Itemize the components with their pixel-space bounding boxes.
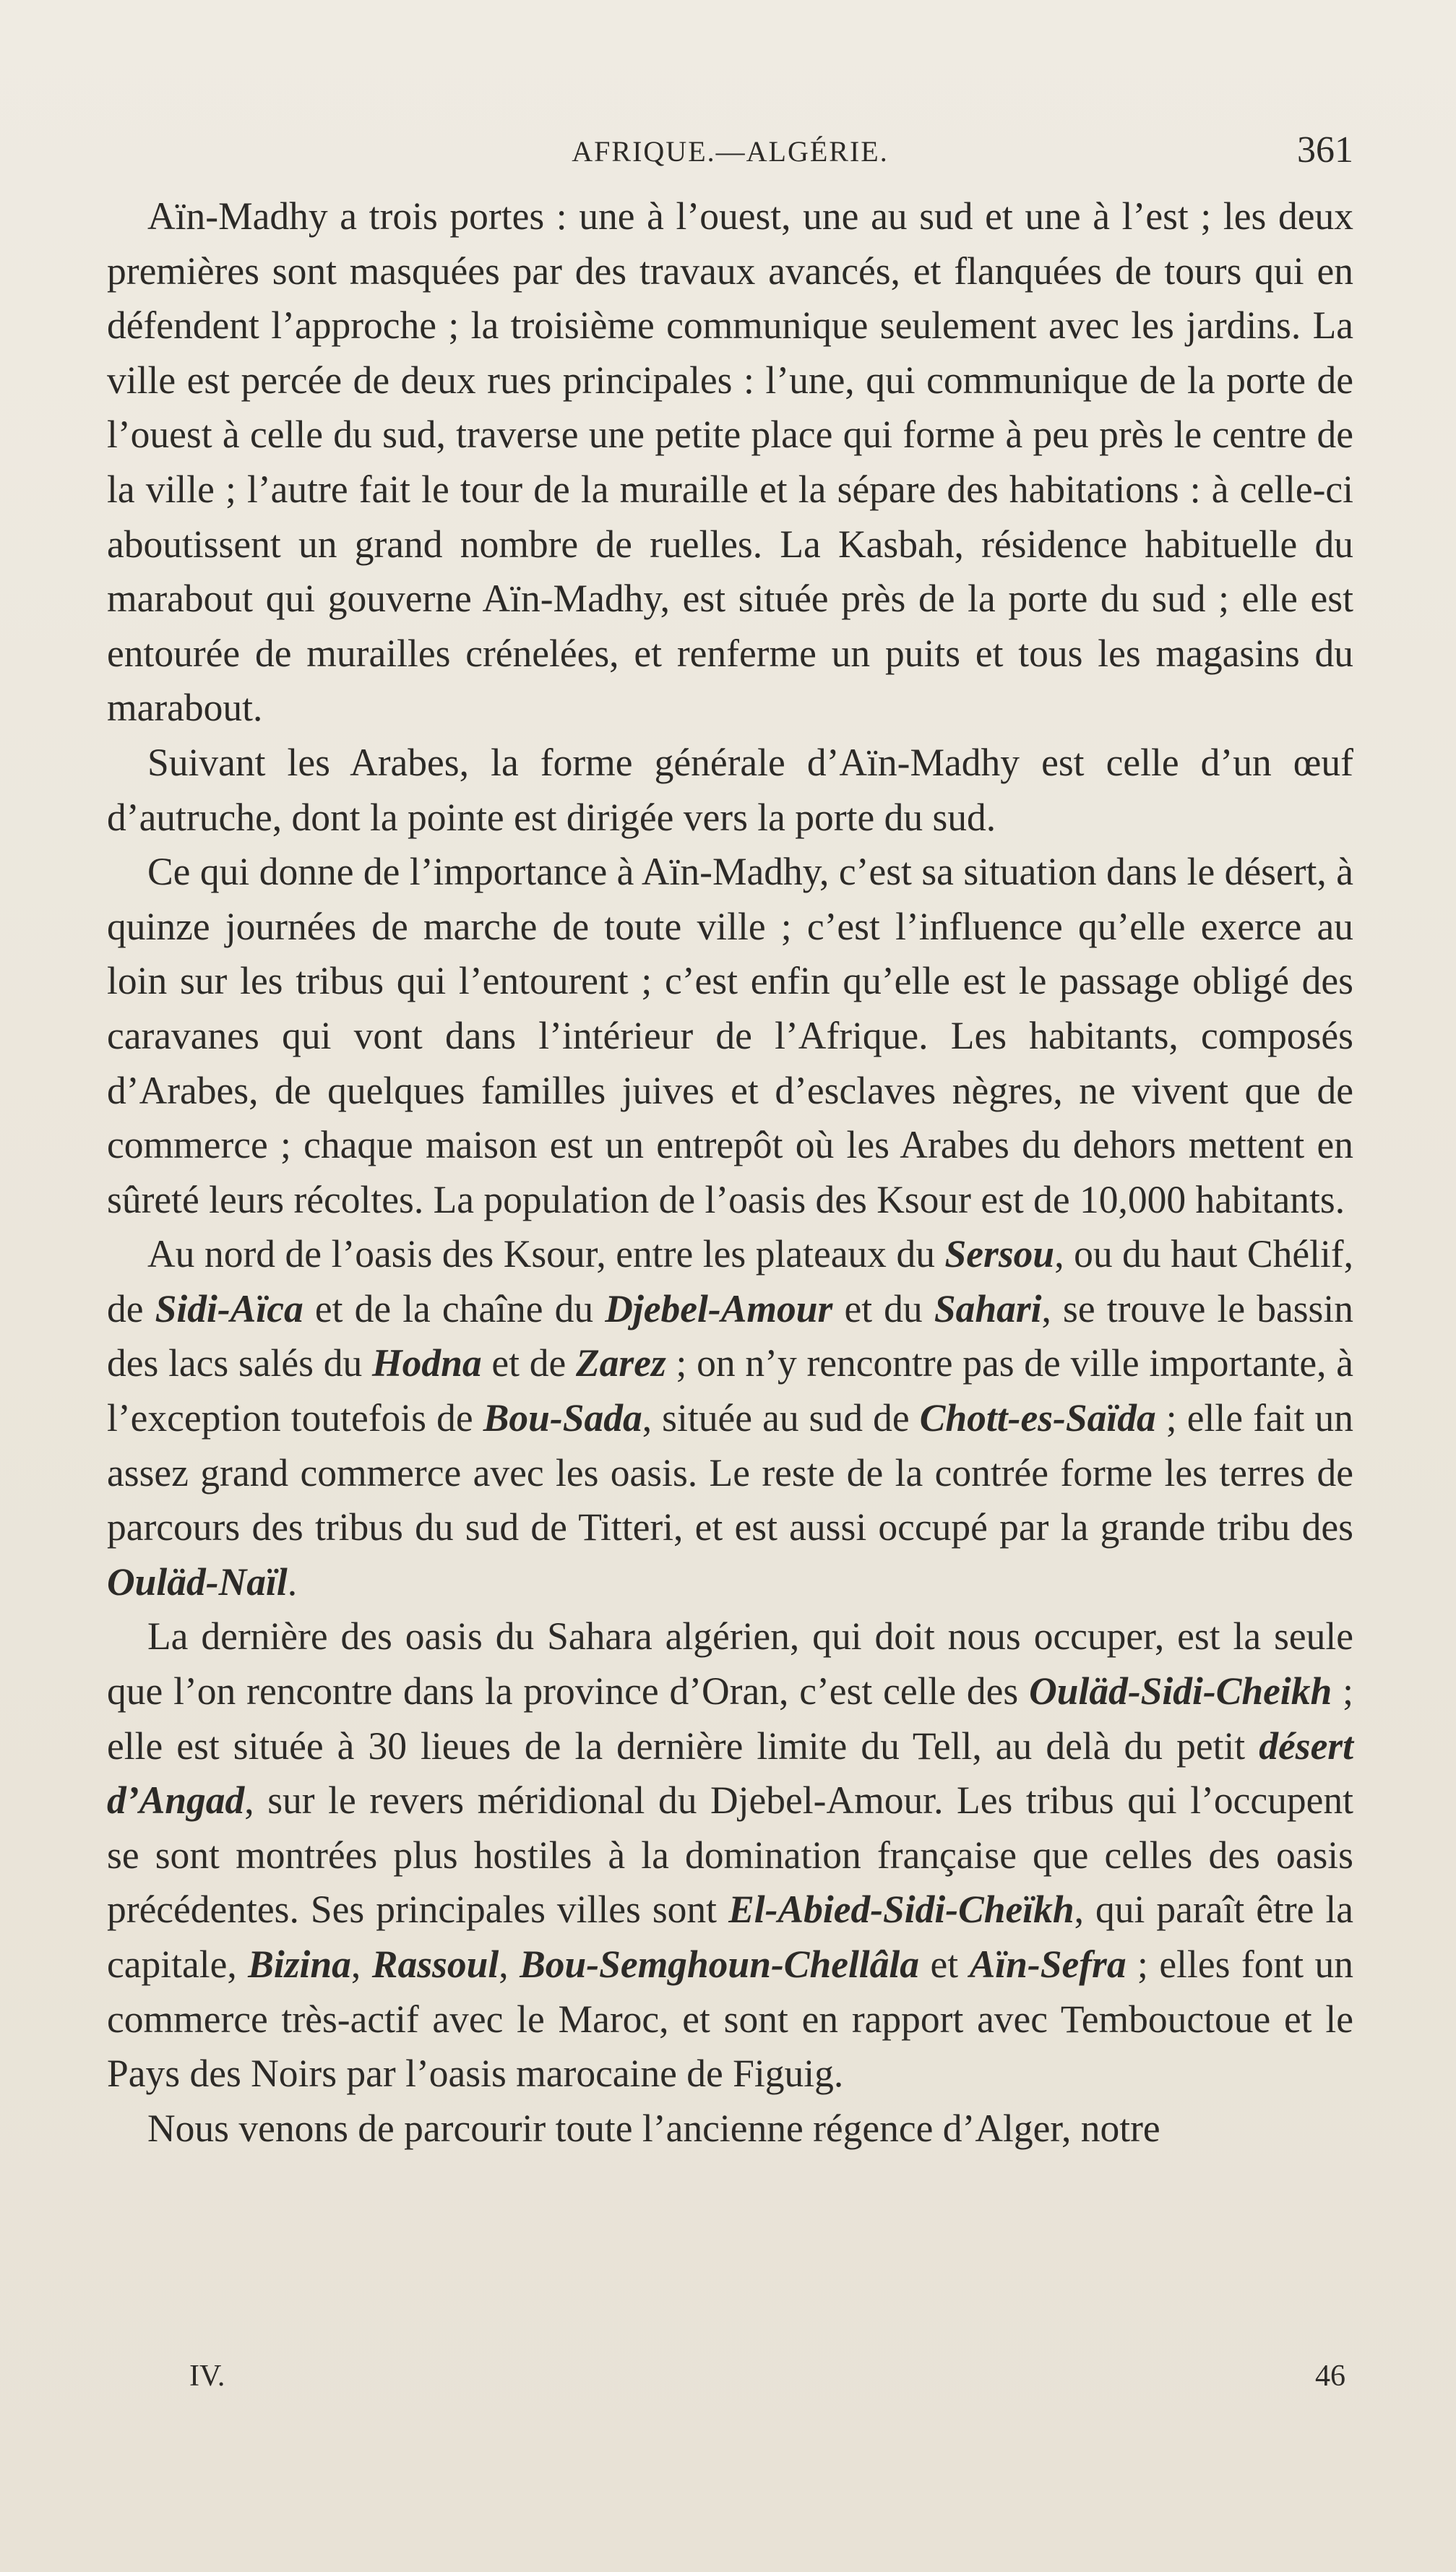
paragraph (107, 1609, 1353, 2101)
italic-term: Rassoul (371, 1943, 499, 1986)
italic-term: désert d’Angad (107, 1724, 1353, 1823)
italic-term: Aïn-Sefra (969, 1943, 1127, 1986)
italic-term: Sidi-Aïca (155, 1286, 303, 1330)
paragraph (107, 845, 1353, 1227)
text-run: , (499, 1943, 520, 1986)
italic-term: Djebel-Amour (605, 1286, 833, 1330)
text-run: , située au sud de (642, 1396, 920, 1440)
italic-term: Sersou (944, 1232, 1055, 1276)
text-run: La dernière des oasis du Sahara algérien, qui doit nous occuper, est la seule que l’on rencontre dans la province d’Oran, c’est celle des (107, 1614, 1353, 1713)
italic-term: Zarez (575, 1341, 666, 1385)
text-run: Nous venons de parcourir toute l’ancienne régence d’Alger, notre (147, 2106, 1160, 2150)
text-run: , se trouve le bassin des lacs salés du (107, 1286, 1353, 1385)
paragraph (107, 2102, 1353, 2156)
text-run: et de la chaîne du (303, 1286, 606, 1330)
italic-term: Bou-Semghoun-Chellâla (520, 1943, 920, 1986)
paragraph (107, 189, 1353, 736)
text-run: et du (832, 1286, 934, 1330)
text-run: ; elles font un commerce très-actif avec le Maroc, et sont en rapport avec Tembouctoue et le Pays des Noirs par l’oasis marocaine de Figuig. (107, 1943, 1354, 2096)
paragraph (107, 1227, 1353, 1609)
page-number: 361 (1297, 129, 1353, 171)
running-head: AFRIQUE.—ALGÉRIE. (572, 135, 889, 168)
text-run: , sur le revers méridional du Djebel-Amour. Les tribus qui l’occupent se sont montrées plus hostiles à la domination française que celles des oasis précédentes. Ses principales villes sont (107, 1779, 1353, 1932)
italic-term: Ouläd-Naïl (107, 1560, 288, 1604)
body-text (107, 189, 1353, 2156)
italic-term: Hodna (371, 1341, 482, 1385)
italic-term: Bizina (248, 1943, 351, 1986)
text-run: ; on n’y rencontre pas de ville importante, à l’exception toutefois de (107, 1341, 1353, 1440)
text-run: ; elle est située à 30 lieues de la dernière limite du Tell, au delà du petit (107, 1669, 1353, 1768)
sheet-number: 46 (1315, 2360, 1345, 2393)
paragraph (107, 736, 1353, 845)
signature-mark: IV. (189, 2360, 225, 2393)
text-run: ; elle fait un assez grand commerce avec les oasis. Le reste de la contrée forme les terres de parcours des tribus du sud de Titteri, et est aussi occupé par la grande tribu des (107, 1396, 1353, 1549)
text-run: Ce qui donne de l’importance à Aïn-Madhy, c’est sa situation dans le désert, à quinze journées de marche de toute ville ; c’est l’influence qu’elle exerce au loin sur les tribus qui l’entourent ; c’est enfin qu’elle est le passage obligé des caravanes qui vont dans l’intérieur de l’Afrique. Les habitants, composés d’Arabes, de quelques familles juives et d’esclaves nègres, ne vivent que de commerce ; chaque maison est un entrepôt où les Arabes du dehors mettent en sûreté leurs récoltes. La population de l’oasis des Ksour est de 10,000 habitants. (107, 850, 1353, 1221)
text-run: , (350, 1943, 372, 1986)
text-run: et de (481, 1341, 576, 1385)
italic-term: Sahari (934, 1286, 1042, 1330)
text-run: Suivant les Arabes, la forme générale d’Aïn-Madhy est celle d’un œuf d’autruche, dont la pointe est dirigée vers la porte du sud. (107, 740, 1353, 839)
text-run: , qui paraît être la capitale, (107, 1888, 1354, 1986)
text-run: Au nord de l’oasis des Ksour, entre les plateaux du (147, 1232, 945, 1276)
text-run: , ou du haut Chélif, de (107, 1232, 1353, 1330)
italic-term: El-Abied-Sidi-Cheïkh (728, 1888, 1074, 1932)
text-run: . (287, 1560, 298, 1604)
italic-term: Ouläd-Sidi-Cheikh (1029, 1669, 1332, 1713)
text-run: et (919, 1943, 970, 1986)
italic-term: Bou-Sada (483, 1396, 642, 1440)
italic-term: Chott-es-Saïda (919, 1396, 1156, 1440)
page-header (107, 129, 1353, 178)
page-footer (189, 2359, 1345, 2402)
text-run: Aïn-Madhy a trois portes : une à l’ouest, une au sud et une à l’est ; les deux premières sont masquées par des travaux avancés, et flanquées de tours qui en défendent l’approche ; la troisième communique seulement avec les jardins. La ville est percée de deux rues principales : l’une, qui communique de la porte de l’ouest à celle du sud, traverse une petite place qui forme à peu près le centre de la ville ; l’autre fait le tour de la muraille et la sépare des habitations : à celle-ci aboutissent un grand nombre de ruelles. La Kasbah, résidence habituelle du marabout qui gouverne Aïn-Madhy, est située près de la porte du sud ; elle est entourée de murailles crénelées, et renferme un puits et tous les magasins du marabout. (107, 194, 1353, 730)
